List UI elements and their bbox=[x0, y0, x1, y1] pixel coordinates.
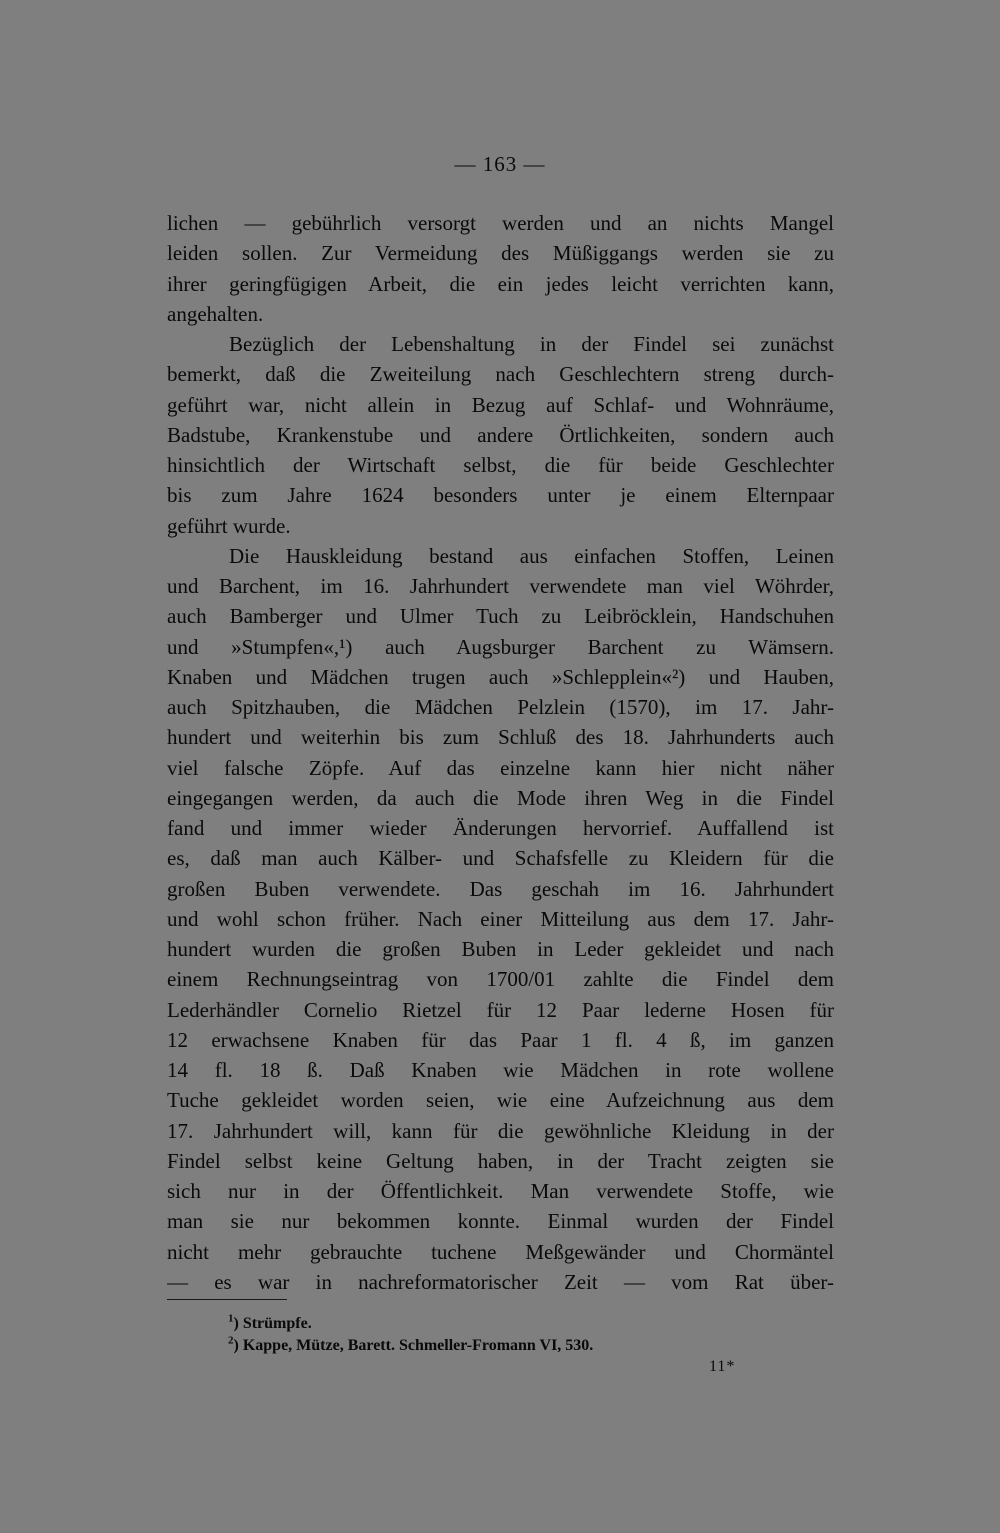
footnote-paren: ) bbox=[233, 1315, 243, 1332]
text-line: Bezüglich der Lebenshaltung in der Findel sei zunächst bbox=[229, 332, 834, 356]
text-line: Findel selbst keine Geltung haben, in der Tracht zeigten sie bbox=[167, 1148, 834, 1173]
text-line: einem Rechnungseintrag von 1700/01 zahlte die Findel dem bbox=[167, 967, 834, 992]
text-line: bemerkt, daß die Zweiteilung nach Geschlechtern streng durch- bbox=[167, 362, 834, 387]
text-line: eingegangen werden, da auch die Mode ihren Weg in die Findel bbox=[167, 785, 834, 810]
text-line: 14 fl. 18 ß. Daß Knaben wie Mädchen in rote wollene bbox=[167, 1058, 834, 1082]
text-line: Die Hauskleidung bestand aus einfachen Stoffen, Leinen bbox=[229, 543, 834, 568]
text-line: geführt war, nicht allein in Bezug auf Schlaf- und Wohnräume, bbox=[167, 392, 834, 417]
footnote-marker: 2 bbox=[228, 1334, 234, 1347]
text-line: hinsichtlich der Wirtschaft selbst, die für beide Geschlechter bbox=[167, 453, 834, 477]
text-line: ihrer geringfügigen Arbeit, die ein jedes leicht verrichten kann, bbox=[167, 271, 834, 296]
text-line: 12 erwachsene Knaben für das Paar 1 fl. 4 ß, im ganzen bbox=[167, 1027, 834, 1052]
text-line: fand und immer wieder Änderungen hervorrief. Auffallend ist bbox=[167, 816, 834, 840]
footnote-marker: 1 bbox=[228, 1312, 234, 1325]
text-line: geführt wurde. bbox=[167, 513, 291, 538]
footnote-paren: ) bbox=[233, 1337, 243, 1354]
text-line: und Barchent, im 16. Jahrhundert verwendete man viel Wöhrder, bbox=[167, 574, 834, 598]
text-line: es, daß man auch Kälber- und Schafsfelle zu Kleidern für die bbox=[167, 846, 834, 871]
text-line: hundert und weiterhin bis zum Schluß des 18. Jahrhunderts auch bbox=[167, 725, 834, 750]
footnote-text: Kappe, Mütze, Barett. Schmeller-Fromann VI, 530. bbox=[242, 1337, 594, 1354]
text-line: Badstube, Krankenstube und andere Örtlichkeiten, sondern auch bbox=[167, 422, 834, 447]
signature-mark: 11* bbox=[709, 1358, 736, 1375]
text-line: großen Buben verwendete. Das geschah im 16. Jahrhundert bbox=[167, 876, 834, 901]
footnote-divider bbox=[167, 1299, 287, 1300]
text-line: man sie nur bekommen konnte. Einmal wurden der Findel bbox=[167, 1209, 834, 1234]
page-number: — 163 — bbox=[454, 152, 546, 176]
text-line: — es war in nachreformatorischer Zeit — vom Rat über- bbox=[167, 1269, 834, 1294]
text-line: bis zum Jahre 1624 besonders unter je einem Elternpaar bbox=[167, 483, 834, 508]
footnote-text: Strümpfe. bbox=[242, 1315, 312, 1332]
text-line: angehalten. bbox=[167, 301, 264, 326]
footnote bbox=[228, 1335, 593, 1357]
text-line: nicht mehr gebrauchte tuchene Meßgewänder und Chormäntel bbox=[167, 1239, 834, 1264]
text-line: auch Spitzhauben, die Mädchen Pelzlein (1570), im 17. Jahr- bbox=[167, 695, 834, 719]
text-line: Lederhändler Cornelio Rietzel für 12 Paar lederne Hosen für bbox=[167, 997, 834, 1022]
text-line: Tuche gekleidet worden seien, wie eine Aufzeichnung aus dem bbox=[167, 1088, 834, 1113]
text-line: auch Bamberger und Ulmer Tuch zu Leibröcklein, Handschuhen bbox=[167, 604, 834, 629]
text-line: sich nur in der Öffentlichkeit. Man verwendete Stoffe, wie bbox=[167, 1179, 834, 1203]
text-line: hundert wurden die großen Buben in Leder gekleidet und nach bbox=[167, 937, 834, 961]
text-line: leiden sollen. Zur Vermeidung des Müßiggangs werden sie zu bbox=[167, 241, 834, 266]
footnote bbox=[228, 1313, 593, 1335]
footnotes bbox=[228, 1313, 593, 1357]
text-line: lichen — gebührlich versorgt werden und an nichts Mangel bbox=[167, 211, 834, 235]
text-line: Knaben und Mädchen trugen auch »Schlepplein«²) und Hauben, bbox=[167, 664, 834, 689]
body-text bbox=[167, 208, 834, 1297]
text-line: und wohl schon früher. Nach einer Mitteilung aus dem 17. Jahr- bbox=[167, 906, 834, 931]
text-line: 17. Jahrhundert will, kann für die gewöhnliche Kleidung in der bbox=[167, 1118, 834, 1143]
text-line: viel falsche Zöpfe. Auf das einzelne kann hier nicht näher bbox=[167, 755, 834, 780]
text-line: und »Stumpfen«,¹) auch Augsburger Barchent zu Wämsern. bbox=[167, 634, 834, 659]
